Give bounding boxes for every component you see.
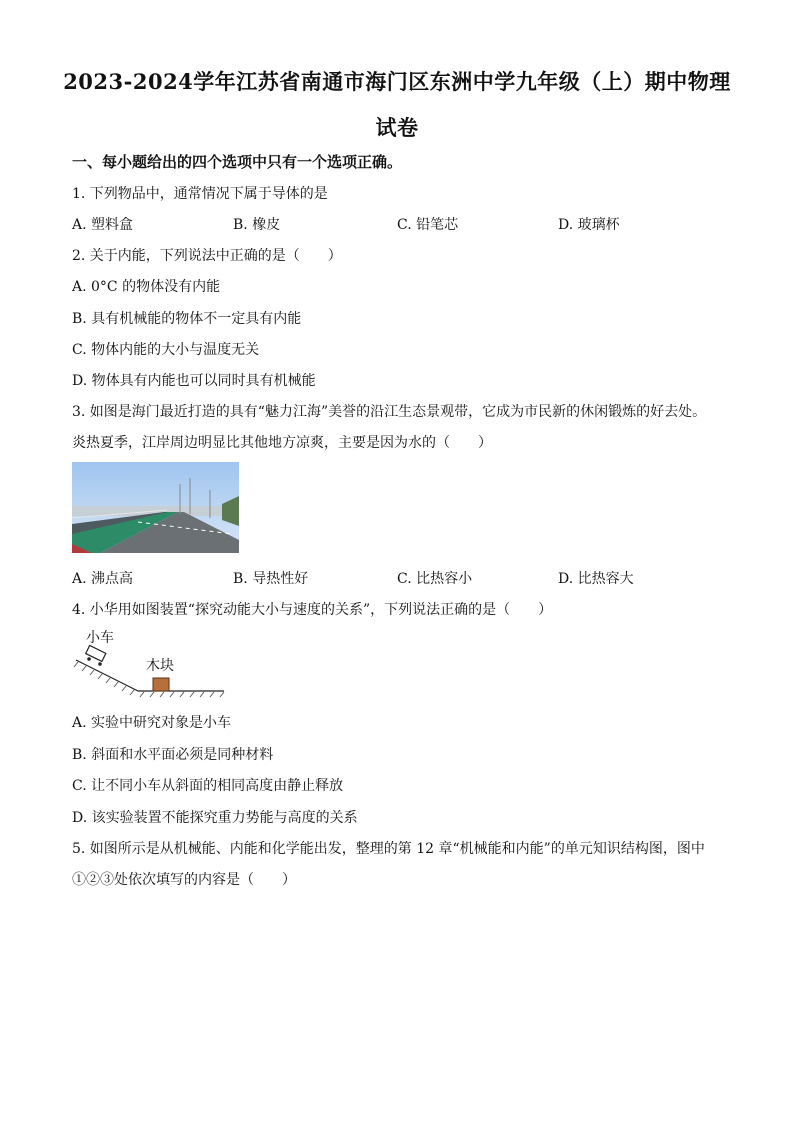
question-1-stem: 1. 下列物品中，通常情况下属于导体的是	[72, 186, 328, 202]
question-4-stem: 4. 小华用如图装置“探究动能大小与速度的关系”，下列说法正确的是（ ）	[72, 602, 553, 618]
question-2-option-c: C. 物体内能的大小与温度无关	[72, 342, 260, 358]
riverside-road-photo	[72, 462, 239, 553]
exam-title-line-2: 试卷	[375, 115, 419, 140]
question-5-stem-line-2: ①②③处依次填写的内容是（ ）	[72, 872, 296, 888]
block-label: 木块	[146, 658, 174, 674]
question-3-option-b: B. 导热性好	[233, 571, 309, 587]
question-1-option-c: C. 铅笔芯	[397, 217, 459, 233]
cart-label: 小车	[86, 630, 114, 646]
question-5-stem-line-1: 5. 如图所示是从机械能、内能和化学能出发，整理的第 12 章“机械能和内能”的单元知识结构图，图中	[72, 841, 705, 857]
question-1-option-a: A. 塑料盒	[72, 217, 134, 233]
question-3-stem-line-1: 3. 如图是海门最近打造的具有“魅力江海”美誉的沿江生态景观带，它成为市民新的休闲锻炼的好去处。	[72, 404, 707, 420]
cart-icon	[86, 645, 106, 665]
question-1-option-d: D. 玻璃杯	[558, 217, 620, 233]
question-3-option-a: A. 沸点高	[72, 571, 134, 587]
question-3-option-c: C. 比热容小	[397, 571, 473, 587]
question-3-option-d: D. 比热容大	[558, 571, 634, 587]
incline-experiment-diagram	[72, 626, 227, 702]
wooden-block	[153, 678, 169, 691]
riverside-road-illustration	[72, 462, 239, 553]
question-4-option-a: A. 实验中研究对象是小车	[72, 715, 232, 731]
question-2-stem: 2. 关于内能，下列说法中正确的是（ ）	[72, 248, 342, 264]
incline-cart-block-illustration	[72, 626, 227, 702]
question-3-stem-line-2: 炎热夏季，江岸周边明显比其他地方凉爽，主要是因为水的（ ）	[72, 435, 492, 451]
question-2-option-d: D. 物体具有内能也可以同时具有机械能	[72, 373, 316, 389]
question-4-option-d: D. 该实验装置不能探究重力势能与高度的关系	[72, 810, 358, 826]
question-2-option-a: A. 0°C 的物体没有内能	[72, 279, 221, 295]
question-2-option-b: B. 具有机械能的物体不一定具有内能	[72, 311, 302, 327]
section-heading: 一、每小题给出的四个选项中只有一个选项正确。	[72, 153, 403, 171]
question-1-option-b: B. 橡皮	[233, 217, 281, 233]
question-4-option-b: B. 斜面和水平面必须是同种材料	[72, 747, 274, 763]
question-4-option-c: C. 让不同小车从斜面的相同高度由静止释放	[72, 778, 344, 794]
exam-title-line-1: 2023-2024学年江苏省南通市海门区东洲中学九年级（上）期中物理	[63, 69, 731, 94]
